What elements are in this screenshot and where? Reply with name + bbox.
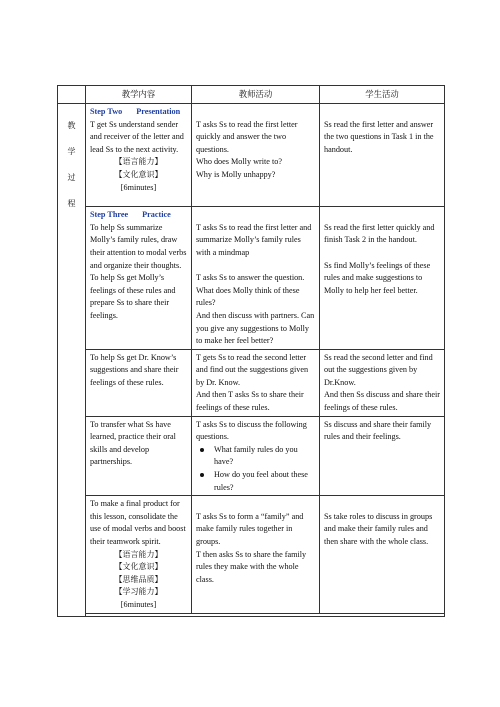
content-cell: To help Ss get Dr. Know’s suggestions and share their feelings of these rules. [86, 349, 192, 416]
step-title: Step Three Practice [90, 210, 171, 220]
bullet-icon [200, 448, 204, 452]
lesson-plan-table [57, 85, 445, 617]
content-cell: To make a final product for this lesson, consolidate the use of modal verbs and boost their teamwork spirit. 【语言能力】 【文化意识】 【思维品质】 【学习能力】 [6minutes] [86, 496, 192, 613]
side-label: 教 学 过 程 [67, 121, 76, 208]
corner-cell [58, 86, 86, 104]
tag: 【语言能力】 [114, 157, 163, 167]
content-cell [86, 104, 192, 207]
teacher-cell: T asks Ss to form a “family” and make family rules together in groups. T then asks Ss to share the family rules they make with the whole class. [192, 496, 320, 613]
teacher-cell: T asks Ss to discuss the following questions. What family rules do you have? How do you feel about these rules? [192, 416, 320, 496]
tag: 【文化意识】 [114, 562, 163, 572]
side-label-cell [58, 104, 86, 617]
tag: 【学习能力】 [114, 587, 163, 597]
table-row [58, 349, 445, 416]
header-student: 学生活动 [320, 86, 445, 104]
content-cell: Step Three Practice To help Ss summarize Molly’s family rules, draw their attention to modal verbs and organize their thoughts. To help Ss get Molly’s feelings of these rules and prepare Ss to share their feelings. [86, 207, 192, 350]
tag: 【思维品质】 [114, 574, 163, 584]
student-cell: Ss read the second letter and find out the suggestions given by Dr.Know. And then Ss discuss and share their feelings of these rules. [320, 349, 445, 416]
content-cell: To transfer what Ss have learned, practice their oral skills and develop partnerships. [86, 416, 192, 496]
tag: 【语言能力】 [114, 549, 163, 559]
list-item: What family rules do you have? [196, 444, 315, 469]
tag: 【文化意识】 [114, 169, 163, 179]
student-cell: Ss read the first letter quickly and finish Task 2 in the handout. Ss find Molly’s feelings of these rules and make suggestions to Molly to help her feel better. [320, 207, 445, 350]
empty-cell [86, 613, 445, 616]
time-label: [6minutes] [120, 182, 157, 192]
table-row [58, 207, 445, 350]
header-row [58, 86, 445, 104]
time-label: [6minutes] [120, 599, 157, 609]
content-text: T get Ss understand sender and receiver of the letter and lead Ss to the next activity. [90, 119, 184, 154]
table-row-bottom [58, 613, 445, 616]
student-cell: Ss take roles to discuss in groups and make their family rules and then share with the whole class. [320, 496, 445, 613]
bullet-icon [200, 473, 204, 477]
step-title: Step Two Presentation [90, 107, 181, 116]
list-item: How do you feel about these rules? [196, 469, 315, 494]
student-cell: Ss read the first letter and answer the two questions in Task 1 in the handout. [320, 104, 445, 207]
table-row [58, 416, 445, 496]
header-content: 教学内容 [86, 86, 192, 104]
student-cell: Ss discuss and share their family rules and their feelings. [320, 416, 445, 496]
table-row [58, 104, 445, 207]
table-row [58, 496, 445, 613]
teacher-cell: T asks Ss to read the first letter and summarize Molly’s family rules with a mindmap T asks Ss to answer the question. What does Molly think of these rules? And then discuss with partners. Can you give any suggestions to Molly to make her feel better? [192, 207, 320, 350]
header-teacher: 教师活动 [192, 86, 320, 104]
teacher-cell: T asks Ss to read the first letter quickly and answer the two questions. Who does Molly write to? Why is Molly unhappy? [192, 104, 320, 207]
teacher-cell: T gets Ss to read the second letter and find out the suggestions given by Dr. Know. And then T asks Ss to share their feelings of these rules. [192, 349, 320, 416]
